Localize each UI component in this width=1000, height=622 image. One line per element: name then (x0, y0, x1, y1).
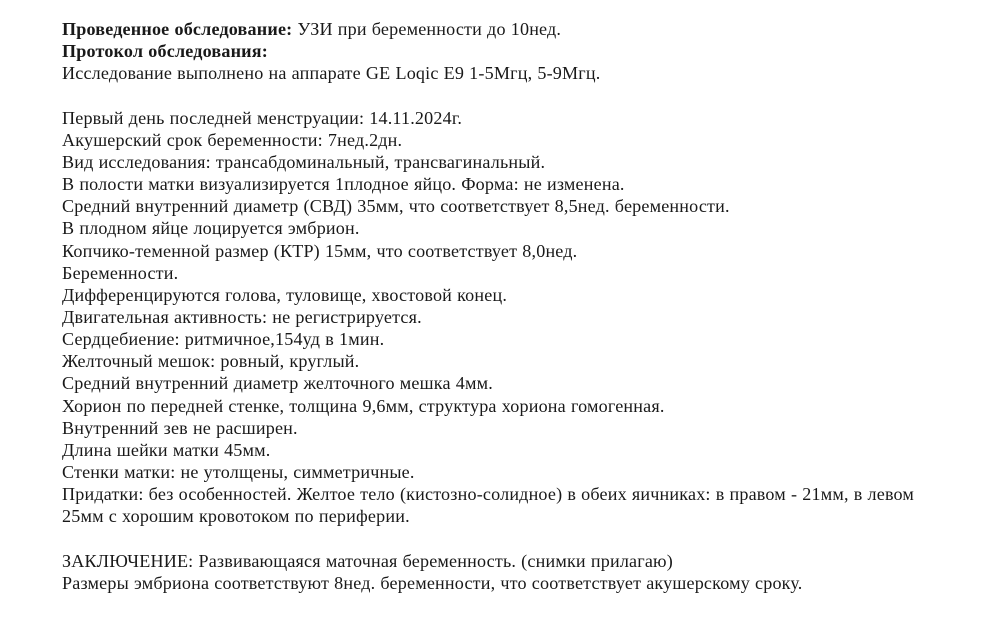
exam-performed-line (62, 18, 952, 40)
finding-line-heartbeat: Сердцебиение: ритмичное,154уд в 1мин. (62, 329, 385, 350)
finding-line-lmp: Первый день последней менструации: 14.11.2024г. (62, 107, 463, 128)
finding-line-chorion: Хорион по передней стенке, толщина 9,6мм, структура хориона гомогенная. (62, 395, 665, 416)
finding-line-cervix-length: Длина шейки матки 45мм. (62, 439, 271, 460)
finding-line-mean-sac-diameter: Средний внутренний диаметр (СВД) 35мм, что соответствует 8,5нед. беременности. (62, 196, 730, 217)
finding-line-crl: Копчико-теменной размер (КТР) 15мм, что соответствует 8,0нед. (62, 240, 578, 261)
spacer-line-1 (62, 84, 952, 106)
finding-line-motor-activity: Двигательная активность: не регистрируется. (62, 307, 422, 328)
finding-line-gestational-age: Акушерский срок беременности: 7нед.2дн. (62, 129, 403, 150)
finding-line-internal-os: Внутренний зев не расширен. (62, 417, 298, 438)
finding-line-study-type: Вид исследования: трансабдоминальный, трансвагинальный. (62, 151, 546, 172)
finding-line-gestational-sac: В полости матки визуализируется 1плодное яйцо. Форма: не изменена. (62, 174, 625, 195)
finding-line-uterine-walls: Стенки матки: не утолщены, симметричные. (62, 462, 415, 483)
finding-line-yolk-sac-diameter: Средний внутренний диаметр желточного мешка 4мм. (62, 373, 493, 394)
finding-line-yolk-sac: Желточный мешок: ровный, круглый. (62, 351, 360, 372)
finding-line-differentiation: Дифференцируются голова, туловище, хвостовой конец. (62, 284, 508, 305)
conclusion-line-1: ЗАКЛЮЧЕНИЕ: Развивающаяся маточная беременность. (снимки прилагаю) (62, 550, 673, 571)
equipment-line: Исследование выполнено на аппарате GE Loqic E9 1-5Мгц, 5-9Мгц. (62, 63, 601, 84)
exam-performed-label: Проведенное обследование: (62, 19, 293, 39)
protocol-heading: Протокол обследования: (62, 41, 268, 62)
spacer-line-2 (62, 528, 952, 550)
finding-line-embryo-present: В плодном яйце лоцируется эмбрион. (62, 218, 360, 239)
conclusion-line-2: Размеры эмбриона соответствуют 8нед. беременности, что соответствует акушерскому сроку. (62, 572, 803, 593)
exam-performed-value: УЗИ при беременности до 10нед. (292, 19, 562, 39)
finding-line-pregnancy: Беременности. (62, 262, 179, 283)
document-body (62, 18, 952, 594)
finding-paragraph-appendages: Придатки: без особенностей. Желтое тело (кистозно-солидное) в обеих яичниках: в правом - 21мм, в левом 25мм с хорошим кровотоком по периферии. (62, 484, 915, 527)
